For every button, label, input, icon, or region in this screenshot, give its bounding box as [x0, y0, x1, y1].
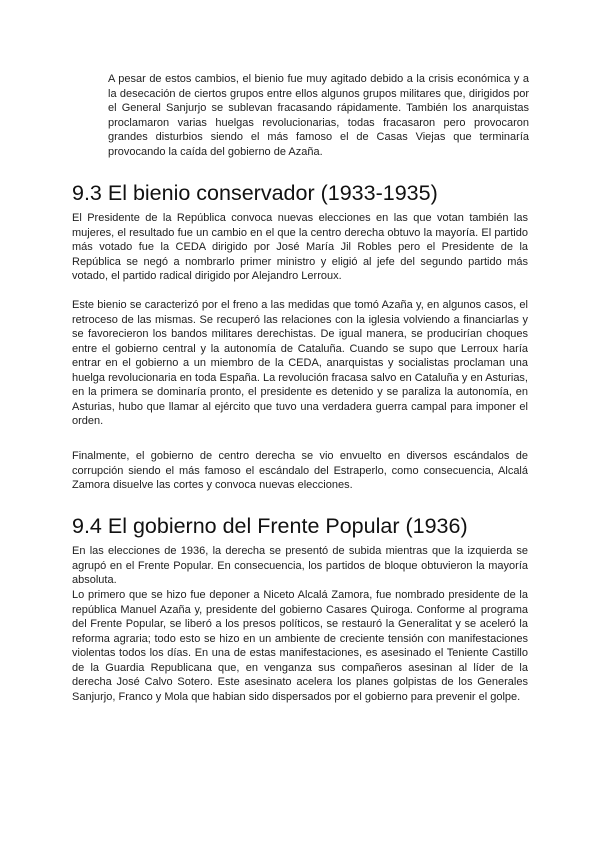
paragraph-frente-popular: Lo primero que se hizo fue deponer a Niceto Alcalá Zamora, fue nombrado presidente de la república Manuel Azaña y, presidente del gobierno Casares Quiroga. Conforme al programa del Frente Popular, se liberó a los presos políticos, se restauró la Generalitat y se aceleró la reforma agraria; todo esto se hizo en un ambiente de creciente tensión con manifestaciones violentas todos los días. En una de estas manifestaciones, es asesinado el Teniente Castillo de la Guardia Republicana que, en venganza sus compañeros asesinan al líder de la derecha José Calvo Sotero. Este asesinato acelera los planes golpistas de los Generales Sanjurjo, Franco y Mola que habian sido dispersados por el gobierno para prevenir el golpe.	[72, 589, 528, 703]
paragraph-estraperlo: Finalmente, el gobierno de centro derecha se vio envuelto en diversos escándalos de corrupción siendo el más famoso el escándalo del Estraperlo, como consecuencia, Alcalá Zamora disuelve las cortes y convoca nuevas elecciones.	[72, 450, 528, 491]
intro-paragraph: A pesar de estos cambios, el bienio fue muy agitado debido a la crisis económica y a la desecación de ciertos grupos entre ellos algunos grupos militares que, dirigidos por el General Sanjurjo se sublevan fracasando rápidamente. También los anarquistas proclamaron varias huelgas revolucionarias, todas fracasaron pero provocaron grandes disturbios siendo el más famoso el de Casas Viejas que terminaría provocando la caída del gobierno de Azaña.	[108, 73, 529, 158]
paragraph-elecciones-1933: El Presidente de la República convoca nuevas elecciones en las que votan también las mujeres, el resultado fue un cambio en el que la centro derecha obtuvo la mayoría. El partido más votado fue la CEDA dirigido por José María Jil Robles pero el Presidente de la República se negó a nombrarlo primer ministro y eligió al jefe del segundo partido más votado, el partido radical dirigido por Alejandro Lerroux.	[72, 212, 528, 282]
section-heading-9-4: 9.4 El gobierno del Frente Popular (1936)	[72, 514, 468, 538]
paragraph-elecciones-1936: En las elecciones de 1936, la derecha se presentó de subida mientras que la izquierda se agrupó en el Frente Popular. En consecuencia, los partidos de bloque obtuvieron la mayoría absoluta.	[72, 545, 528, 586]
section-heading-9-3: 9.3 El bienio conservador (1933-1935)	[72, 181, 438, 205]
paragraph-bienio-caracteristicas: Este bienio se caracterizó por el freno a las medidas que tomó Azaña y, en algunos casos, el retroceso de las mismas. Se recuperó las relaciones con la iglesia volviendo a financiarlas y se favorecieron los bandos militares derechistas. De igual manera, se producirían choques entre el gobierno central y la autonomía de Cataluña. Cuando se supo que Lerroux haría entrar en el gobierno a un miembro de la CEDA, anarquistas y socialistas proclaman una huelga revolucionaria en toda España. La revolución fracasa salvo en Cataluña y en Asturias, en la primera se dominaría pronto, el presidente es detenido y se paraliza la autonomía, en Asturias, hubo que llamar al ejército que tuvo una verdadera guerra campal para imponer el orden.	[72, 299, 528, 427]
